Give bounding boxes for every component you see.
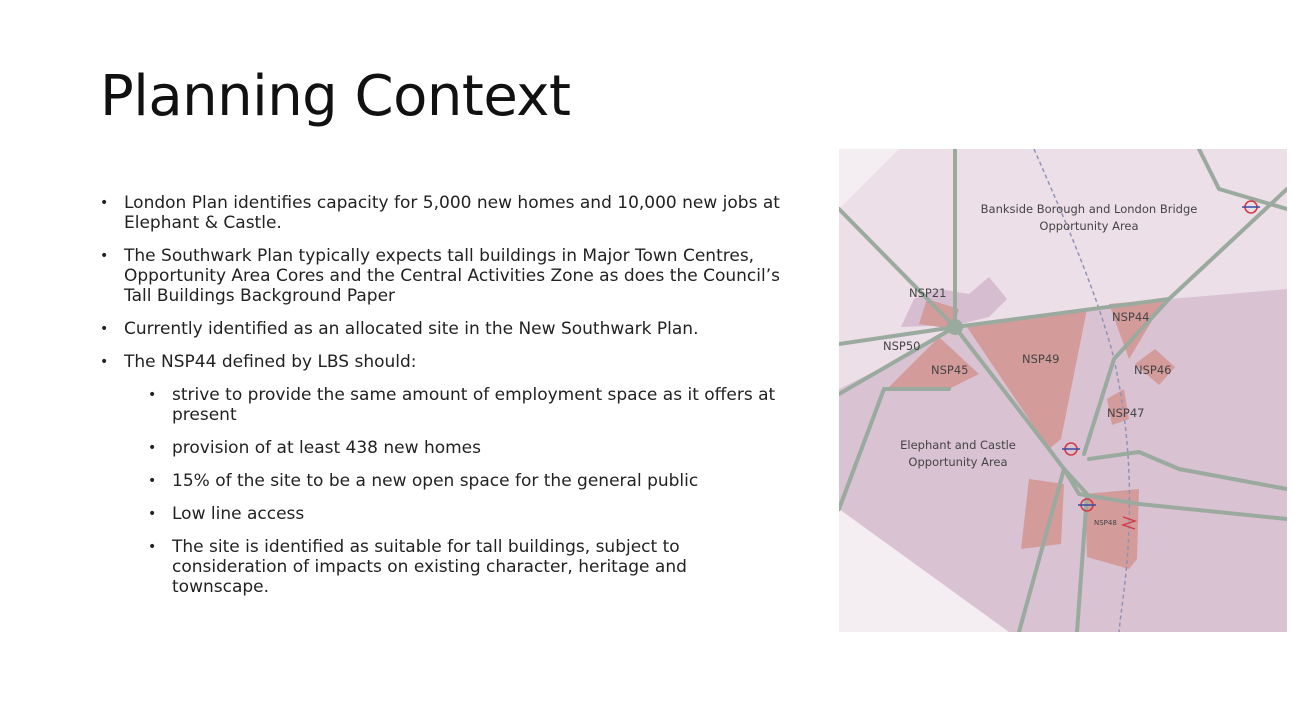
label-nsp46: NSP46	[1134, 363, 1172, 377]
label-nsp21: NSP21	[909, 286, 947, 300]
sub-bullet-item: • strive to provide the same amount of employment space as it offers at present	[100, 385, 780, 425]
label-nsp47: NSP47	[1107, 406, 1145, 420]
slide-title: Planning Context	[100, 64, 571, 129]
sub-bullet-list	[100, 385, 780, 597]
label-nsp48: NSP48	[1094, 519, 1117, 527]
site-allocation-map	[839, 149, 1287, 632]
sub-bullet-item: • 15% of the site to be a new open space for the general public	[100, 471, 780, 491]
label-nsp44: NSP44	[1112, 310, 1150, 324]
roundabout	[947, 319, 963, 335]
bullet-item: • The NSP44 defined by LBS should:	[100, 352, 780, 372]
map-image	[839, 149, 1287, 632]
bankside-label-line2: Opportunity Area	[1039, 219, 1139, 233]
bullet-item: • The Southwark Plan typically expects tall buildings in Major Town Centres, Opportunity Area Cores and the Central Activities Zone as does the Council’s Tall Buildings Background Paper	[100, 246, 780, 306]
label-nsp49: NSP49	[1022, 352, 1060, 366]
sub-bullet-item: • provision of at least 438 new homes	[100, 438, 780, 458]
label-nsp50: NSP50	[883, 339, 921, 353]
sub-bullet-item: • The site is identified as suitable for tall buildings, subject to consideration of impacts on existing character, heritage and townscape.	[100, 537, 780, 597]
sub-bullet-item: • Low line access	[100, 504, 780, 524]
label-nsp45: NSP45	[931, 363, 969, 377]
elephant-label-line2: Opportunity Area	[908, 455, 1008, 469]
bullet-item: • London Plan identifies capacity for 5,000 new homes and 10,000 new jobs at Elephant & Castle.	[100, 193, 780, 233]
bankside-label-line1: Bankside Borough and London Bridge	[980, 202, 1198, 216]
bullet-list	[100, 193, 780, 610]
elephant-label-line1: Elephant and Castle	[900, 438, 1016, 452]
bullet-item: • Currently identified as an allocated site in the New Southwark Plan.	[100, 319, 780, 339]
